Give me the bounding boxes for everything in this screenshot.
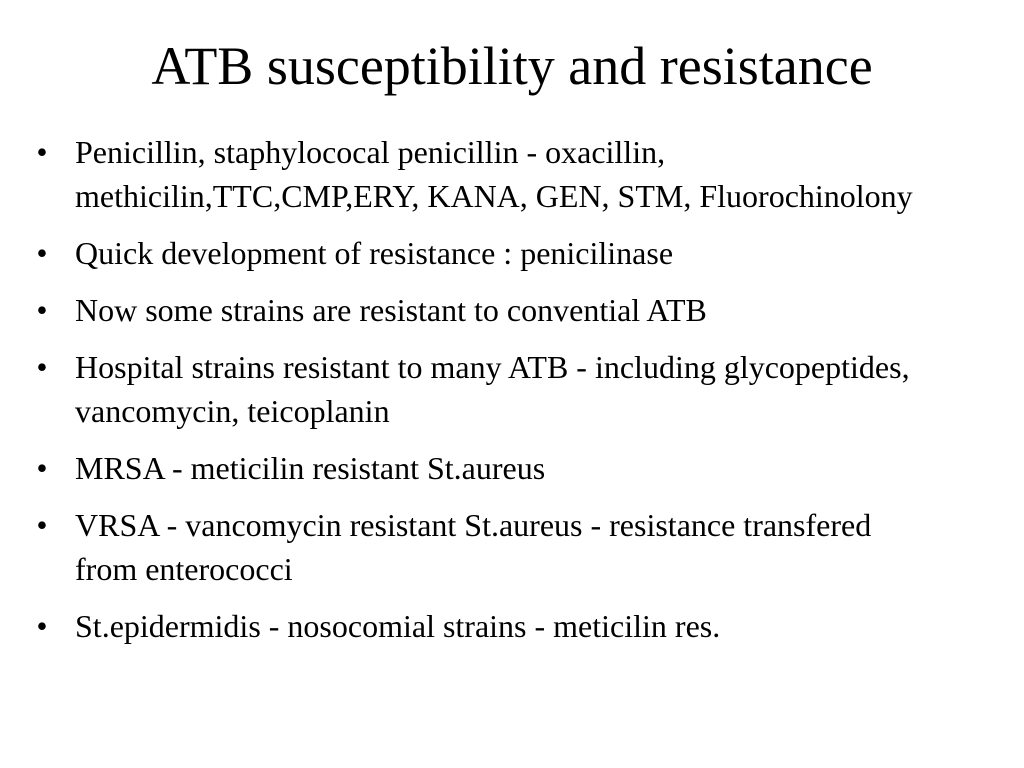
bullet-text: Penicillin, staphylococal penicillin - oxacillin, methicilin,TTC,CMP,ERY, KANA, GEN, STM, Fluorochinolony (75, 134, 913, 214)
bullet-item-mrsa (32, 446, 932, 490)
bullet-list (32, 130, 932, 661)
bullet-text: Quick development of resistance : penicilinase (75, 235, 674, 271)
slide-title: ATB susceptibility and resistance (151, 36, 873, 96)
bullet-item-resistant-strains (32, 288, 932, 332)
bullet-icon: • (36, 235, 48, 271)
bullet-text: VRSA - vancomycin resistant St.aureus - resistance transfered from enterococci (75, 507, 872, 587)
bullet-text: MRSA - meticilin resistant St.aureus (75, 450, 546, 486)
bullet-item-quick-resistance (32, 231, 932, 275)
bullet-icon: • (36, 292, 48, 328)
bullet-text: St.epidermidis - nosocomial strains - meticilin res. (75, 608, 721, 644)
bullet-icon: • (36, 608, 48, 644)
bullet-icon: • (36, 134, 48, 170)
bullet-item-hospital-strains (32, 345, 932, 433)
bullet-item-antibiotics (32, 130, 932, 218)
bullet-text: Now some strains are resistant to convential ATB (75, 292, 707, 328)
bullet-icon: • (36, 450, 48, 486)
bullet-item-vrsa (32, 503, 932, 591)
bullet-icon: • (36, 507, 48, 543)
bullet-text: Hospital strains resistant to many ATB - including glycopeptides, vancomycin, teicoplanin (75, 349, 910, 429)
bullet-item-st-epidermidis (32, 604, 932, 648)
bullet-icon: • (36, 349, 48, 385)
